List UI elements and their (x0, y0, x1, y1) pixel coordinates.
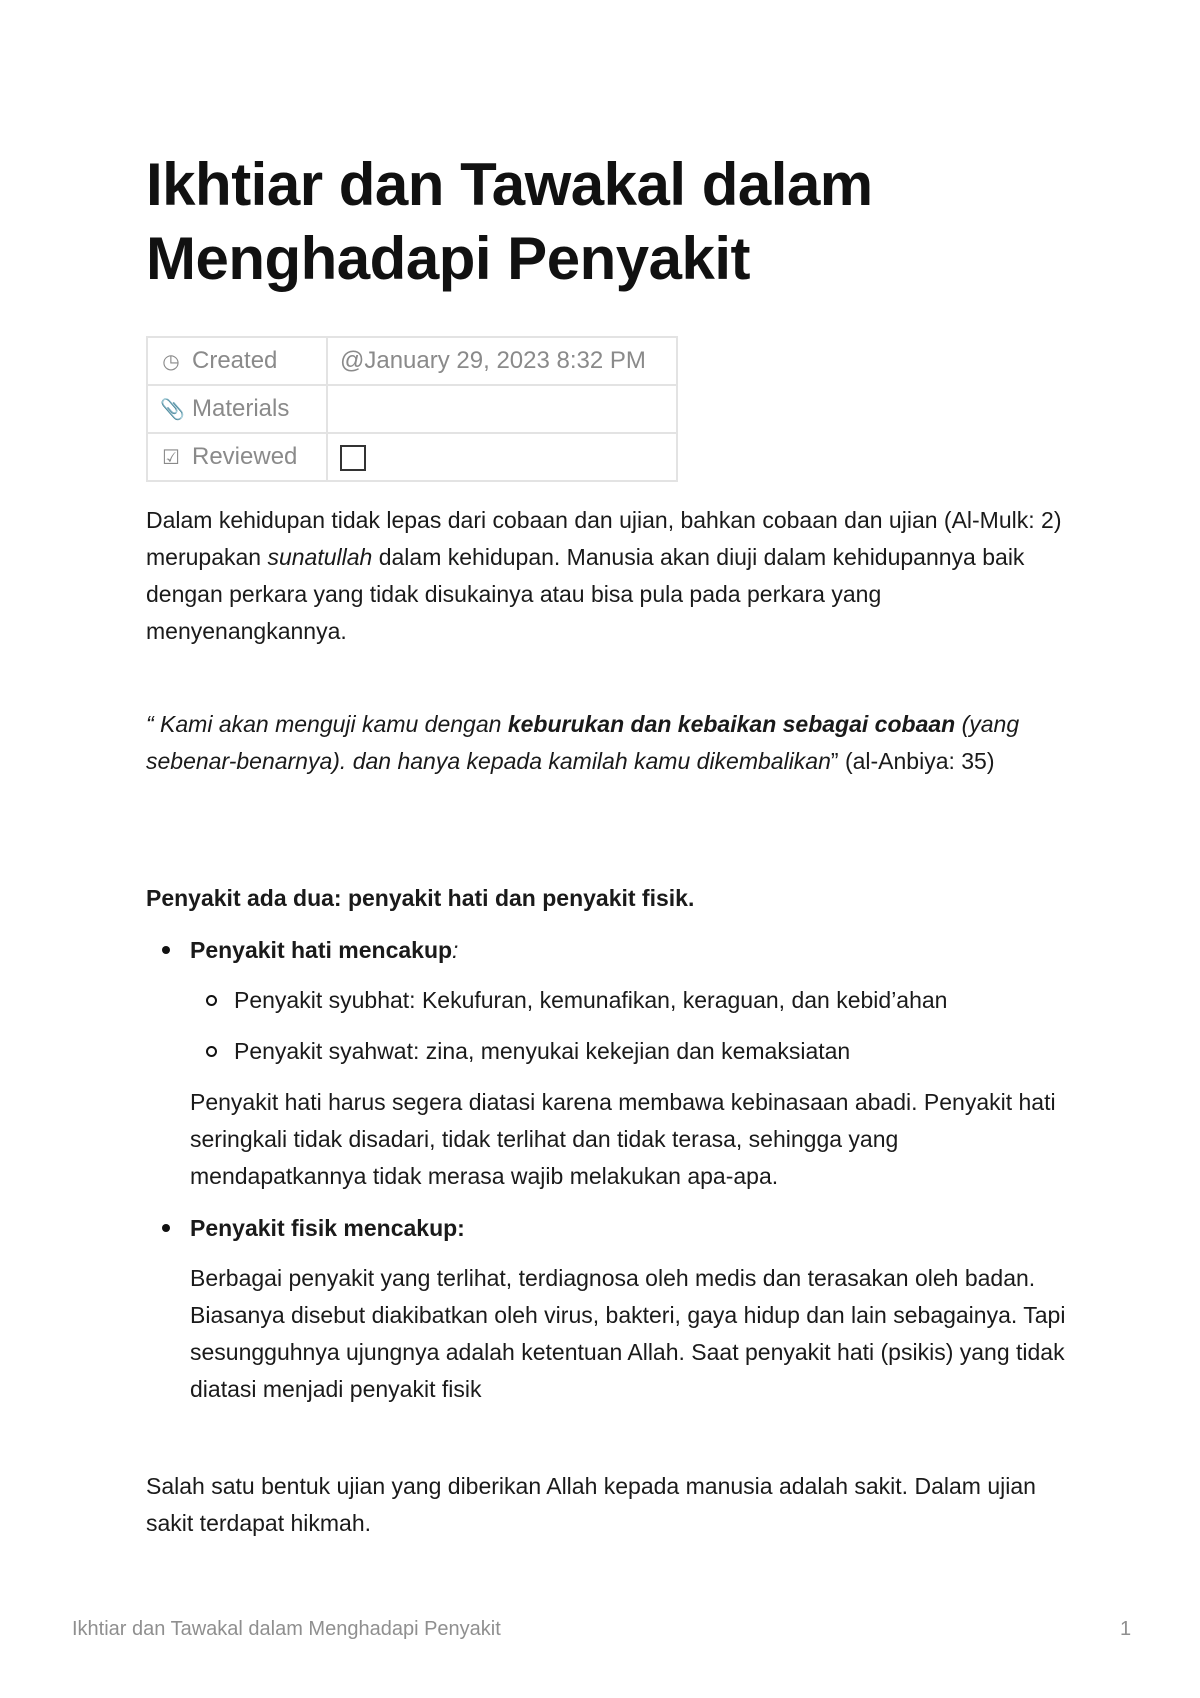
property-row-created (147, 337, 677, 385)
reviewed-checkbox[interactable] (340, 445, 366, 471)
list-item-syahwat: Penyakit syahwat: zina, menyukai kekejian dan kemaksiatan (234, 1038, 851, 1064)
properties-table (146, 336, 678, 482)
property-label: Reviewed (192, 443, 298, 470)
section-heading: Penyakit ada dua: penyakit hati dan penyakit fisik. (146, 885, 695, 911)
property-row-materials (147, 385, 677, 433)
clock-icon: ◷ (162, 351, 180, 373)
heart-note: Penyakit hati harus segera diatasi karena membawa kebinasaan abadi. Penyakit hati seringkali tidak disadari, tidak terlihat dan tidak terasa, sehingga yang mendapatkannya tidak merasa wajib melakukan apa-apa. (190, 1089, 1056, 1189)
paperclip-icon: 📎 (160, 399, 185, 421)
list-item-heart: Penyakit hati mencakup: (190, 937, 459, 963)
page-title: Ikhtiar dan Tawakal dalam Menghadapi Penyakit (146, 151, 873, 292)
property-label: Materials (192, 395, 290, 422)
list-item-syubhat: Penyakit syubhat: Kekufuran, kemunafikan, keraguan, dan kebid’ahan (234, 987, 948, 1013)
page-number: 1 (1120, 1618, 1132, 1640)
physical-note: Berbagai penyakit yang terlihat, terdiagnosa oleh medis dan terasakan oleh badan. Biasanya disebut diakibatkan oleh virus, bakteri, gaya hidup dan lain sebagainya. Tapi sesungguhnya ujungnya adalah ketentuan Allah. Saat penyakit hati (psikis) yang tidak diatasi menjadi penyakit fisik (190, 1265, 1066, 1402)
list-item-physical: Penyakit fisik mencakup: (190, 1215, 465, 1241)
property-label: Created (192, 347, 278, 374)
created-value[interactable]: @January 29, 2023 8:32 PM (327, 337, 677, 385)
footer-title: Ikhtiar dan Tawakal dalam Menghadapi Penyakit (72, 1618, 501, 1640)
materials-value[interactable] (327, 385, 677, 433)
bullet-circle (206, 995, 217, 1006)
property-row-reviewed (147, 433, 677, 481)
bullet-disc (162, 1224, 170, 1232)
bullet-circle (206, 1046, 217, 1057)
closing-paragraph: Salah satu bentuk ujian yang diberikan Allah kepada manusia adalah sakit. Dalam ujian sakit terdapat hikmah. (146, 1473, 1036, 1536)
quran-quote: “ Kami akan menguji kamu dengan keburukan dan kebaikan sebagai cobaan (yang sebenar-benarnya). dan hanya kepada kamilah kamu dikembalikan” (al-Anbiya: 35) (146, 711, 1020, 774)
intro-paragraph: Dalam kehidupan tidak lepas dari cobaan dan ujian, bahkan cobaan dan ujian (Al-Mulk: 2) merupakan sunatullah dalam kehidupan. Manusia akan diuji dalam kehidupannya baik dengan perkara yang tidak disukainya atau bisa pula pada perkara yang menyenangkannya. (146, 507, 1062, 644)
checkbox-icon: ☑ (162, 447, 180, 469)
bullet-disc (162, 946, 170, 954)
